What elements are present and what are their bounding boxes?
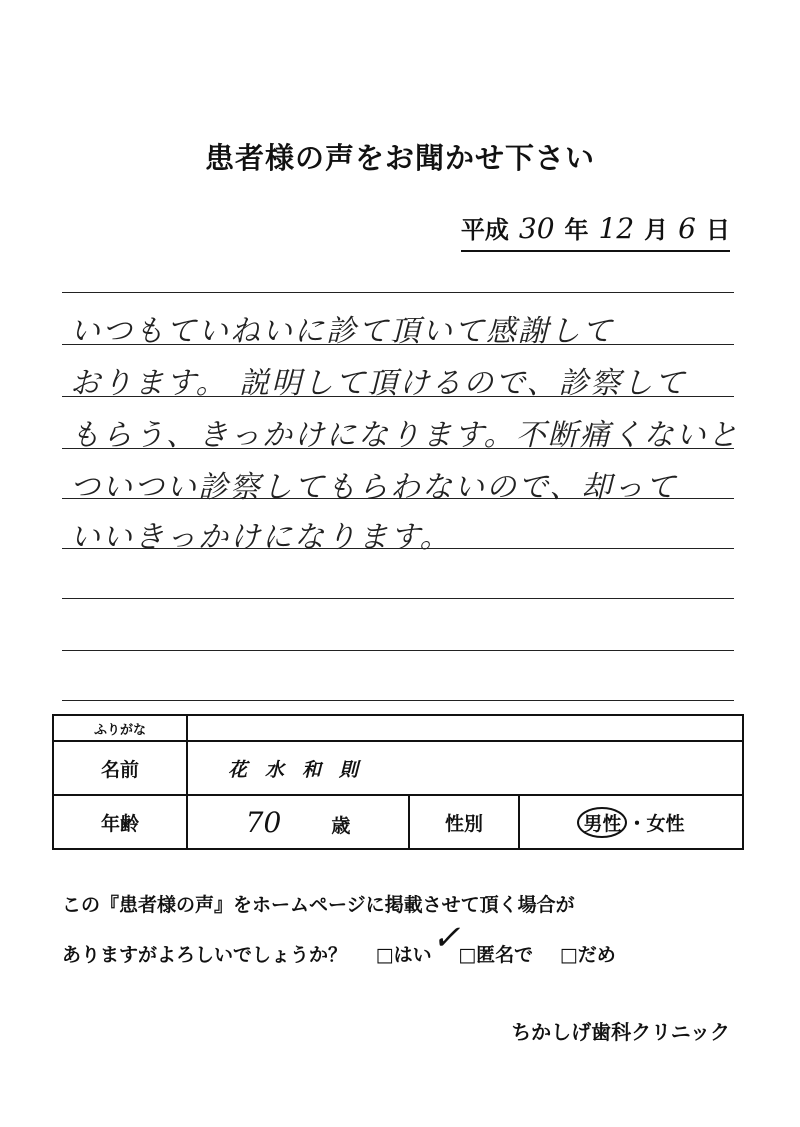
name-label: 名前 <box>53 741 187 795</box>
date-month: 12 <box>598 212 635 245</box>
date-day-unit: 日 <box>706 216 730 244</box>
date-day: 6 <box>678 212 696 245</box>
checkmark-icon: ✓ <box>432 918 461 958</box>
consent-question-line1: この『患者様の声』をホームページに掲載させて頂く場合が <box>62 894 575 916</box>
date-year-unit: 年 <box>564 216 589 244</box>
ruled-line <box>62 700 734 701</box>
message-line: ついつい診察してもらわないので、却って <box>70 470 678 505</box>
consent-option-anonymous: □匿名で <box>458 944 534 966</box>
sex-male-option: 男性 <box>577 807 627 838</box>
message-line: もらう、きっかけになります。不断痛くないと <box>70 418 740 453</box>
age-field <box>187 795 409 849</box>
sex-field <box>519 795 743 849</box>
age-label <box>53 795 187 849</box>
message-line: いつもていねいに診て頂いて感謝して <box>70 314 614 349</box>
furigana-field <box>187 715 743 741</box>
message-line: いいきっかけになります。 <box>70 520 452 555</box>
age-value: 70 <box>245 805 282 839</box>
consent-option-yes: □はい <box>375 944 432 966</box>
ruled-line <box>62 598 734 599</box>
consent-option-no: □だめ <box>559 944 616 966</box>
name-field: 花水和則 <box>187 741 743 795</box>
age-label-text: 年齢 <box>100 812 139 835</box>
sex-separator: ・ <box>627 812 647 835</box>
sex-female-option: 女性 <box>646 812 685 835</box>
patient-info-table <box>52 714 744 850</box>
date-year: 30 <box>518 212 555 245</box>
date-era: 平成 <box>460 216 509 244</box>
consent-question-text: ありますがよろしいでしょうか？ <box>62 944 348 966</box>
message-line: おります。 説明して頂けるので、診察して <box>70 366 687 401</box>
page-title: 患者様の声をお聞かせ下さい <box>204 141 595 175</box>
age-unit: 歳 <box>331 814 351 837</box>
clinic-name: ちかしげ歯科クリニック <box>511 1020 730 1044</box>
date-month-unit: 月 <box>644 216 669 244</box>
date-line <box>461 210 730 252</box>
ruled-line <box>62 292 734 293</box>
sex-label: 性別 <box>409 795 519 849</box>
ruled-line <box>62 650 734 651</box>
consent-question-line2 <box>62 940 616 967</box>
furigana-label: ふりがな <box>53 715 187 741</box>
